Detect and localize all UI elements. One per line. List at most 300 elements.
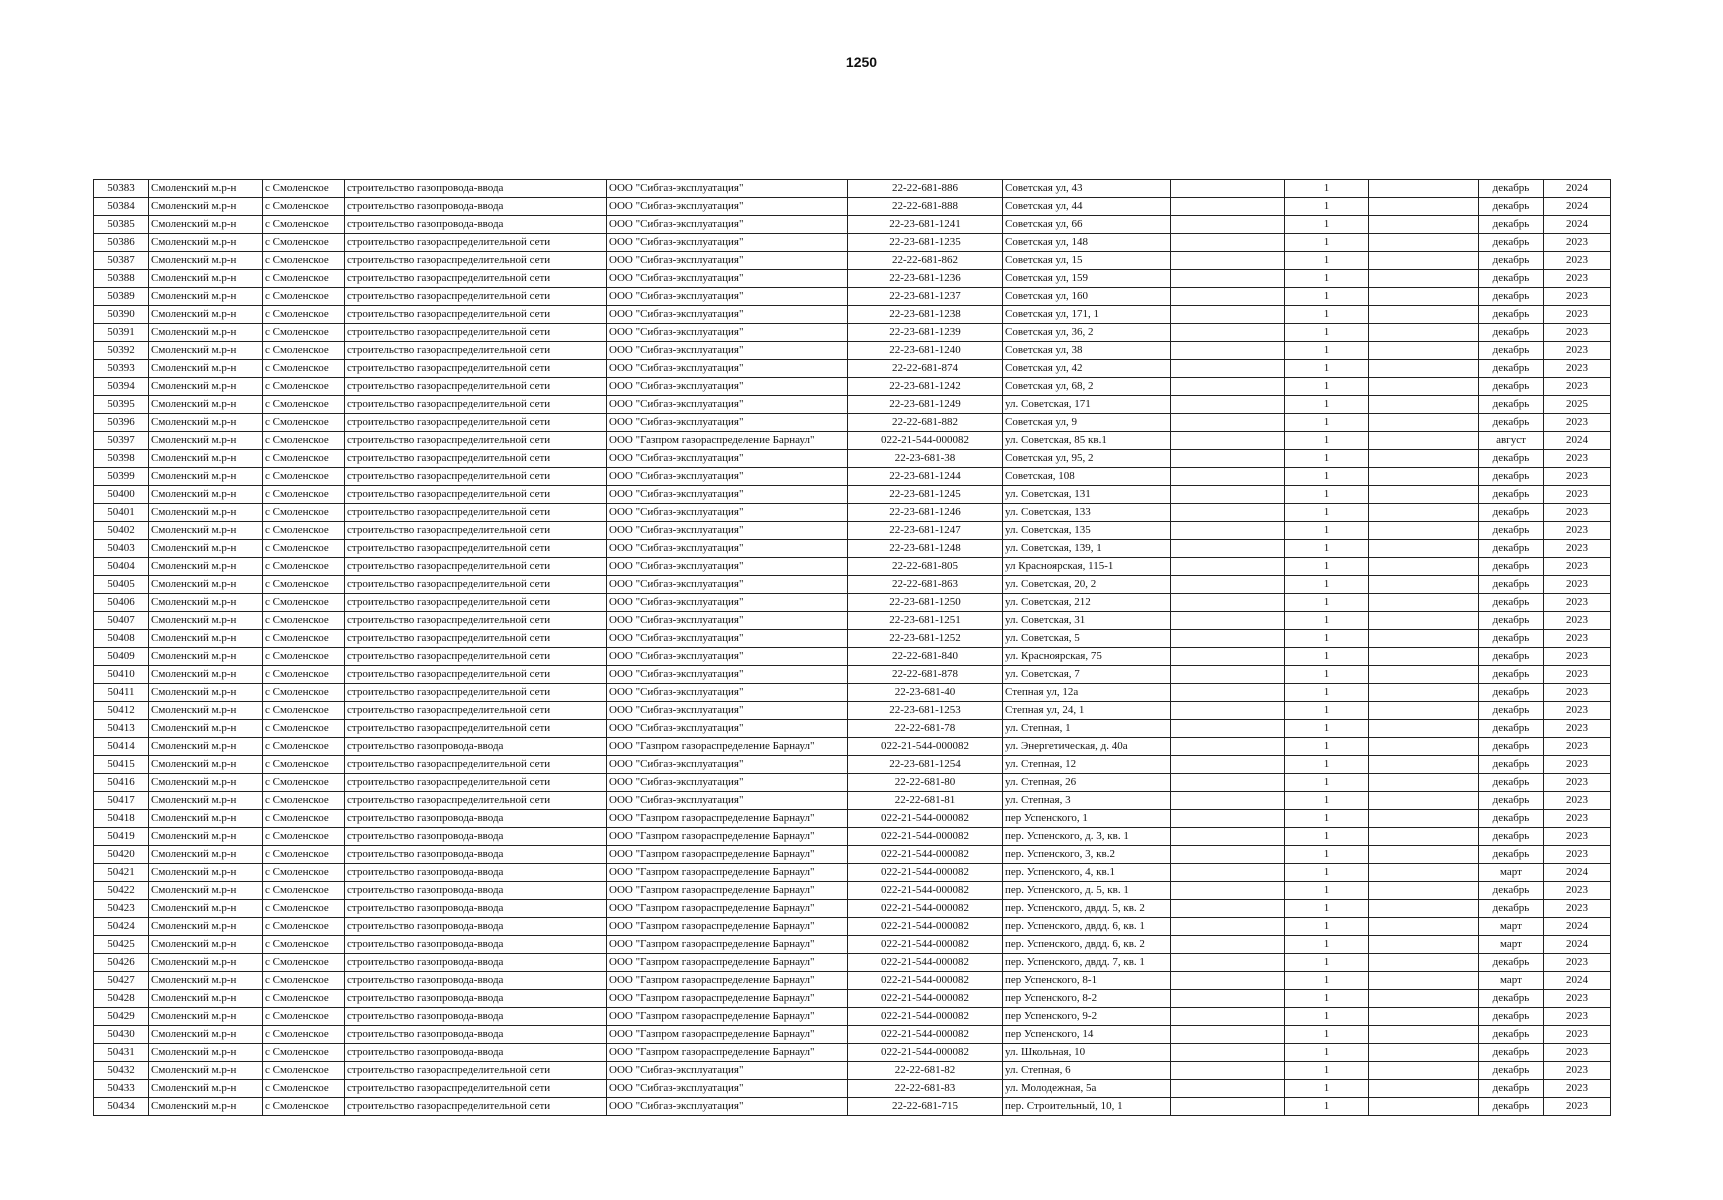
extra-cell [1171, 1080, 1285, 1098]
quantity-cell: 1 [1285, 360, 1369, 378]
blank-cell [1369, 1080, 1479, 1098]
quantity-cell: 1 [1285, 324, 1369, 342]
work-type-cell: строительство газопровода-ввода [345, 990, 607, 1008]
month-cell: декабрь [1479, 576, 1544, 594]
year-cell: 2023 [1544, 1026, 1611, 1044]
settlement-cell: с Смоленское [263, 702, 345, 720]
table-row [94, 1080, 1611, 1098]
registration-code-cell: 22-23-681-38 [848, 450, 1003, 468]
district-cell: Смоленский м.р-н [149, 594, 263, 612]
address-cell: Советская ул, 159 [1003, 270, 1171, 288]
extra-cell [1171, 990, 1285, 1008]
registration-code-cell: 022-21-544-000082 [848, 432, 1003, 450]
district-cell: Смоленский м.р-н [149, 432, 263, 450]
work-type-cell: строительство газораспределительной сети [345, 306, 607, 324]
extra-cell [1171, 666, 1285, 684]
address-cell: пер Успенского, 9-2 [1003, 1008, 1171, 1026]
year-cell: 2023 [1544, 504, 1611, 522]
extra-cell [1171, 468, 1285, 486]
settlement-cell: с Смоленское [263, 396, 345, 414]
district-cell: Смоленский м.р-н [149, 954, 263, 972]
work-type-cell: строительство газопровода-ввода [345, 1044, 607, 1062]
district-cell: Смоленский м.р-н [149, 612, 263, 630]
work-type-cell: строительство газораспределительной сети [345, 324, 607, 342]
district-cell: Смоленский м.р-н [149, 288, 263, 306]
quantity-cell: 1 [1285, 702, 1369, 720]
extra-cell [1171, 882, 1285, 900]
work-type-cell: строительство газораспределительной сети [345, 774, 607, 792]
table-row [94, 702, 1611, 720]
blank-cell [1369, 864, 1479, 882]
table-row [94, 954, 1611, 972]
settlement-cell: с Смоленское [263, 630, 345, 648]
quantity-cell: 1 [1285, 990, 1369, 1008]
organization-cell: ООО "Сибгаз-эксплуатация" [607, 684, 848, 702]
registration-code-cell: 22-22-681-878 [848, 666, 1003, 684]
quantity-cell: 1 [1285, 234, 1369, 252]
settlement-cell: с Смоленское [263, 270, 345, 288]
table-row [94, 504, 1611, 522]
extra-cell [1171, 432, 1285, 450]
address-cell: Советская ул, 9 [1003, 414, 1171, 432]
organization-cell: ООО "Сибгаз-эксплуатация" [607, 324, 848, 342]
organization-cell: ООО "Сибгаз-эксплуатация" [607, 378, 848, 396]
quantity-cell: 1 [1285, 468, 1369, 486]
blank-cell [1369, 324, 1479, 342]
quantity-cell: 1 [1285, 306, 1369, 324]
month-cell: декабрь [1479, 252, 1544, 270]
settlement-cell: с Смоленское [263, 342, 345, 360]
table-row [94, 1044, 1611, 1062]
blank-cell [1369, 972, 1479, 990]
year-cell: 2023 [1544, 684, 1611, 702]
table-row [94, 468, 1611, 486]
settlement-cell: с Смоленское [263, 666, 345, 684]
table-row [94, 864, 1611, 882]
organization-cell: ООО "Сибгаз-эксплуатация" [607, 306, 848, 324]
quantity-cell: 1 [1285, 1062, 1369, 1080]
district-cell: Смоленский м.р-н [149, 522, 263, 540]
year-cell: 2023 [1544, 648, 1611, 666]
work-type-cell: строительство газопровода-ввода [345, 900, 607, 918]
registration-code-cell: 22-22-681-78 [848, 720, 1003, 738]
organization-cell: ООО "Сибгаз-эксплуатация" [607, 612, 848, 630]
address-cell: Советская ул, 43 [1003, 180, 1171, 198]
settlement-cell: с Смоленское [263, 954, 345, 972]
row-number: 50417 [94, 792, 149, 810]
row-number: 50395 [94, 396, 149, 414]
year-cell: 2023 [1544, 774, 1611, 792]
address-cell: пер. Успенского, д. 3, кв. 1 [1003, 828, 1171, 846]
organization-cell: ООО "Сибгаз-эксплуатация" [607, 414, 848, 432]
district-cell: Смоленский м.р-н [149, 846, 263, 864]
registration-code-cell: 22-22-681-81 [848, 792, 1003, 810]
district-cell: Смоленский м.р-н [149, 378, 263, 396]
table-row [94, 1098, 1611, 1116]
district-cell: Смоленский м.р-н [149, 414, 263, 432]
registration-code-cell: 22-23-681-1247 [848, 522, 1003, 540]
organization-cell: ООО "Газпром газораспределение Барнаул" [607, 432, 848, 450]
organization-cell: ООО "Газпром газораспределение Барнаул" [607, 738, 848, 756]
row-number: 50406 [94, 594, 149, 612]
table-row [94, 1062, 1611, 1080]
address-cell: ул. Степная, 1 [1003, 720, 1171, 738]
organization-cell: ООО "Сибгаз-эксплуатация" [607, 576, 848, 594]
district-cell: Смоленский м.р-н [149, 234, 263, 252]
work-type-cell: строительство газораспределительной сети [345, 792, 607, 810]
blank-cell [1369, 1008, 1479, 1026]
organization-cell: ООО "Газпром газораспределение Барнаул" [607, 936, 848, 954]
table-row [94, 540, 1611, 558]
extra-cell [1171, 756, 1285, 774]
work-type-cell: строительство газопровода-ввода [345, 1008, 607, 1026]
district-cell: Смоленский м.р-н [149, 1008, 263, 1026]
month-cell: декабрь [1479, 378, 1544, 396]
organization-cell: ООО "Газпром газораспределение Барнаул" [607, 1008, 848, 1026]
table-row [94, 756, 1611, 774]
organization-cell: ООО "Сибгаз-эксплуатация" [607, 180, 848, 198]
address-cell: пер. Успенского, двдд. 7, кв. 1 [1003, 954, 1171, 972]
row-number: 50401 [94, 504, 149, 522]
address-cell: Советская ул, 68, 2 [1003, 378, 1171, 396]
work-type-cell: строительство газораспределительной сети [345, 504, 607, 522]
work-type-cell: строительство газораспределительной сети [345, 252, 607, 270]
district-cell: Смоленский м.р-н [149, 1044, 263, 1062]
extra-cell [1171, 306, 1285, 324]
settlement-cell: с Смоленское [263, 522, 345, 540]
extra-cell [1171, 954, 1285, 972]
address-cell: пер. Успенского, двдд. 6, кв. 2 [1003, 936, 1171, 954]
settlement-cell: с Смоленское [263, 612, 345, 630]
quantity-cell: 1 [1285, 486, 1369, 504]
settlement-cell: с Смоленское [263, 1008, 345, 1026]
extra-cell [1171, 720, 1285, 738]
extra-cell [1171, 396, 1285, 414]
month-cell: декабрь [1479, 1080, 1544, 1098]
table-row [94, 486, 1611, 504]
address-cell: ул. Советская, 85 кв.1 [1003, 432, 1171, 450]
work-type-cell: строительство газопровода-ввода [345, 936, 607, 954]
table-row [94, 396, 1611, 414]
settlement-cell: с Смоленское [263, 198, 345, 216]
work-type-cell: строительство газораспределительной сети [345, 1098, 607, 1116]
registration-code-cell: 22-23-681-40 [848, 684, 1003, 702]
quantity-cell: 1 [1285, 1026, 1369, 1044]
year-cell: 2024 [1544, 198, 1611, 216]
quantity-cell: 1 [1285, 720, 1369, 738]
district-cell: Смоленский м.р-н [149, 180, 263, 198]
settlement-cell: с Смоленское [263, 450, 345, 468]
settlement-cell: с Смоленское [263, 756, 345, 774]
address-cell: пер. Успенского, двдд. 6, кв. 1 [1003, 918, 1171, 936]
district-cell: Смоленский м.р-н [149, 648, 263, 666]
quantity-cell: 1 [1285, 972, 1369, 990]
blank-cell [1369, 774, 1479, 792]
blank-cell [1369, 540, 1479, 558]
table-row [94, 738, 1611, 756]
organization-cell: ООО "Сибгаз-эксплуатация" [607, 630, 848, 648]
year-cell: 2023 [1544, 954, 1611, 972]
organization-cell: ООО "Сибгаз-эксплуатация" [607, 558, 848, 576]
district-cell: Смоленский м.р-н [149, 1080, 263, 1098]
quantity-cell: 1 [1285, 180, 1369, 198]
row-number: 50408 [94, 630, 149, 648]
table-row [94, 684, 1611, 702]
row-number: 50414 [94, 738, 149, 756]
work-type-cell: строительство газораспределительной сети [345, 396, 607, 414]
registration-code-cell: 022-21-544-000082 [848, 864, 1003, 882]
table-row [94, 288, 1611, 306]
year-cell: 2023 [1544, 846, 1611, 864]
year-cell: 2023 [1544, 810, 1611, 828]
organization-cell: ООО "Газпром газораспределение Барнаул" [607, 900, 848, 918]
table-row [94, 612, 1611, 630]
address-cell: Советская ул, 44 [1003, 198, 1171, 216]
table-row [94, 792, 1611, 810]
quantity-cell: 1 [1285, 558, 1369, 576]
district-cell: Смоленский м.р-н [149, 486, 263, 504]
work-type-cell: строительство газораспределительной сети [345, 486, 607, 504]
year-cell: 2023 [1544, 468, 1611, 486]
address-cell: Советская ул, 160 [1003, 288, 1171, 306]
registration-code-cell: 022-21-544-000082 [848, 810, 1003, 828]
address-cell: ул. Энергетическая, д. 40а [1003, 738, 1171, 756]
blank-cell [1369, 306, 1479, 324]
blank-cell [1369, 378, 1479, 396]
year-cell: 2023 [1544, 990, 1611, 1008]
month-cell: декабрь [1479, 720, 1544, 738]
extra-cell [1171, 792, 1285, 810]
settlement-cell: с Смоленское [263, 324, 345, 342]
district-cell: Смоленский м.р-н [149, 828, 263, 846]
month-cell: декабрь [1479, 810, 1544, 828]
table-row [94, 558, 1611, 576]
blank-cell [1369, 684, 1479, 702]
work-type-cell: строительство газораспределительной сети [345, 540, 607, 558]
quantity-cell: 1 [1285, 450, 1369, 468]
extra-cell [1171, 342, 1285, 360]
table-row [94, 324, 1611, 342]
organization-cell: ООО "Сибгаз-эксплуатация" [607, 702, 848, 720]
registration-code-cell: 022-21-544-000082 [848, 954, 1003, 972]
address-cell: Советская ул, 148 [1003, 234, 1171, 252]
registration-code-cell: 22-23-681-1254 [848, 756, 1003, 774]
settlement-cell: с Смоленское [263, 900, 345, 918]
blank-cell [1369, 918, 1479, 936]
work-type-cell: строительство газопровода-ввода [345, 1026, 607, 1044]
address-cell: пер. Успенского, д. 5, кв. 1 [1003, 882, 1171, 900]
registration-code-cell: 22-22-681-80 [848, 774, 1003, 792]
registration-code-cell: 22-23-681-1246 [848, 504, 1003, 522]
quantity-cell: 1 [1285, 810, 1369, 828]
settlement-cell: с Смоленское [263, 432, 345, 450]
year-cell: 2025 [1544, 396, 1611, 414]
year-cell: 2023 [1544, 702, 1611, 720]
year-cell: 2023 [1544, 1008, 1611, 1026]
quantity-cell: 1 [1285, 1098, 1369, 1116]
blank-cell [1369, 594, 1479, 612]
year-cell: 2023 [1544, 612, 1611, 630]
settlement-cell: с Смоленское [263, 882, 345, 900]
registration-code-cell: 22-23-681-1250 [848, 594, 1003, 612]
address-cell: Советская ул, 66 [1003, 216, 1171, 234]
extra-cell [1171, 702, 1285, 720]
registration-code-cell: 22-23-681-1239 [848, 324, 1003, 342]
district-cell: Смоленский м.р-н [149, 666, 263, 684]
work-type-cell: строительство газопровода-ввода [345, 972, 607, 990]
year-cell: 2023 [1544, 828, 1611, 846]
quantity-cell: 1 [1285, 1044, 1369, 1062]
registration-code-cell: 022-21-544-000082 [848, 918, 1003, 936]
work-type-cell: строительство газораспределительной сети [345, 450, 607, 468]
year-cell: 2023 [1544, 630, 1611, 648]
quantity-cell: 1 [1285, 936, 1369, 954]
row-number: 50399 [94, 468, 149, 486]
organization-cell: ООО "Газпром газораспределение Барнаул" [607, 954, 848, 972]
district-cell: Смоленский м.р-н [149, 684, 263, 702]
blank-cell [1369, 1026, 1479, 1044]
table-row [94, 360, 1611, 378]
table-row [94, 1026, 1611, 1044]
organization-cell: ООО "Газпром газораспределение Барнаул" [607, 810, 848, 828]
quantity-cell: 1 [1285, 1080, 1369, 1098]
quantity-cell: 1 [1285, 396, 1369, 414]
organization-cell: ООО "Сибгаз-эксплуатация" [607, 468, 848, 486]
table-row [94, 216, 1611, 234]
registration-code-cell: 22-23-681-1244 [848, 468, 1003, 486]
work-type-cell: строительство газораспределительной сети [345, 648, 607, 666]
organization-cell: ООО "Сибгаз-эксплуатация" [607, 666, 848, 684]
row-number: 50387 [94, 252, 149, 270]
quantity-cell: 1 [1285, 1008, 1369, 1026]
row-number: 50396 [94, 414, 149, 432]
row-number: 50423 [94, 900, 149, 918]
month-cell: декабрь [1479, 900, 1544, 918]
address-cell: Советская ул, 38 [1003, 342, 1171, 360]
month-cell: декабрь [1479, 558, 1544, 576]
district-cell: Смоленский м.р-н [149, 450, 263, 468]
settlement-cell: с Смоленское [263, 972, 345, 990]
row-number: 50430 [94, 1026, 149, 1044]
extra-cell [1171, 810, 1285, 828]
district-cell: Смоленский м.р-н [149, 630, 263, 648]
work-type-cell: строительство газопровода-ввода [345, 180, 607, 198]
quantity-cell: 1 [1285, 288, 1369, 306]
address-cell: Советская ул, 95, 2 [1003, 450, 1171, 468]
organization-cell: ООО "Сибгаз-эксплуатация" [607, 288, 848, 306]
month-cell: декабрь [1479, 414, 1544, 432]
table-row [94, 198, 1611, 216]
district-cell: Смоленский м.р-н [149, 324, 263, 342]
table-row [94, 234, 1611, 252]
address-cell: пер Успенского, 8-2 [1003, 990, 1171, 1008]
work-type-cell: строительство газопровода-ввода [345, 846, 607, 864]
extra-cell [1171, 558, 1285, 576]
registration-code-cell: 22-22-681-863 [848, 576, 1003, 594]
organization-cell: ООО "Сибгаз-эксплуатация" [607, 720, 848, 738]
address-cell: пер Успенского, 14 [1003, 1026, 1171, 1044]
organization-cell: ООО "Сибгаз-эксплуатация" [607, 216, 848, 234]
year-cell: 2024 [1544, 864, 1611, 882]
registration-code-cell: 22-23-681-1253 [848, 702, 1003, 720]
district-cell: Смоленский м.р-н [149, 972, 263, 990]
row-number: 50412 [94, 702, 149, 720]
registration-code-cell: 22-23-681-1238 [848, 306, 1003, 324]
year-cell: 2023 [1544, 306, 1611, 324]
extra-cell [1171, 324, 1285, 342]
month-cell: декабрь [1479, 666, 1544, 684]
registration-code-cell: 22-23-681-1252 [848, 630, 1003, 648]
registration-code-cell: 22-23-681-1248 [848, 540, 1003, 558]
extra-cell [1171, 1098, 1285, 1116]
work-type-cell: строительство газораспределительной сети [345, 432, 607, 450]
table-row [94, 1008, 1611, 1026]
blank-cell [1369, 180, 1479, 198]
year-cell: 2024 [1544, 432, 1611, 450]
district-cell: Смоленский м.р-н [149, 270, 263, 288]
organization-cell: ООО "Сибгаз-эксплуатация" [607, 522, 848, 540]
month-cell: декабрь [1479, 486, 1544, 504]
row-number: 50388 [94, 270, 149, 288]
organization-cell: ООО "Газпром газораспределение Барнаул" [607, 918, 848, 936]
extra-cell [1171, 234, 1285, 252]
blank-cell [1369, 810, 1479, 828]
blank-cell [1369, 558, 1479, 576]
address-cell: пер. Успенского, 3, кв.2 [1003, 846, 1171, 864]
extra-cell [1171, 1026, 1285, 1044]
work-type-cell: строительство газораспределительной сети [345, 234, 607, 252]
organization-cell: ООО "Газпром газораспределение Барнаул" [607, 846, 848, 864]
extra-cell [1171, 216, 1285, 234]
district-cell: Смоленский м.р-н [149, 306, 263, 324]
month-cell: март [1479, 918, 1544, 936]
extra-cell [1171, 738, 1285, 756]
row-number: 50422 [94, 882, 149, 900]
row-number: 50418 [94, 810, 149, 828]
blank-cell [1369, 360, 1479, 378]
organization-cell: ООО "Сибгаз-эксплуатация" [607, 648, 848, 666]
extra-cell [1171, 900, 1285, 918]
organization-cell: ООО "Сибгаз-эксплуатация" [607, 396, 848, 414]
address-cell: Степная ул, 24, 1 [1003, 702, 1171, 720]
row-number: 50391 [94, 324, 149, 342]
registration-code-cell: 22-23-681-1251 [848, 612, 1003, 630]
quantity-cell: 1 [1285, 864, 1369, 882]
quantity-cell: 1 [1285, 684, 1369, 702]
quantity-cell: 1 [1285, 252, 1369, 270]
row-number: 50429 [94, 1008, 149, 1026]
work-type-cell: строительство газораспределительной сети [345, 630, 607, 648]
settlement-cell: с Смоленское [263, 720, 345, 738]
month-cell: декабрь [1479, 522, 1544, 540]
work-type-cell: строительство газораспределительной сети [345, 468, 607, 486]
district-cell: Смоленский м.р-н [149, 900, 263, 918]
row-number: 50398 [94, 450, 149, 468]
register-body [94, 180, 1611, 1116]
settlement-cell: с Смоленское [263, 306, 345, 324]
month-cell: декабрь [1479, 1062, 1544, 1080]
work-type-cell: строительство газораспределительной сети [345, 360, 607, 378]
registration-code-cell: 22-23-681-1240 [848, 342, 1003, 360]
settlement-cell: с Смоленское [263, 936, 345, 954]
month-cell: декабрь [1479, 288, 1544, 306]
quantity-cell: 1 [1285, 738, 1369, 756]
organization-cell: ООО "Сибгаз-эксплуатация" [607, 360, 848, 378]
row-number: 50384 [94, 198, 149, 216]
row-number: 50404 [94, 558, 149, 576]
row-number: 50390 [94, 306, 149, 324]
extra-cell [1171, 612, 1285, 630]
